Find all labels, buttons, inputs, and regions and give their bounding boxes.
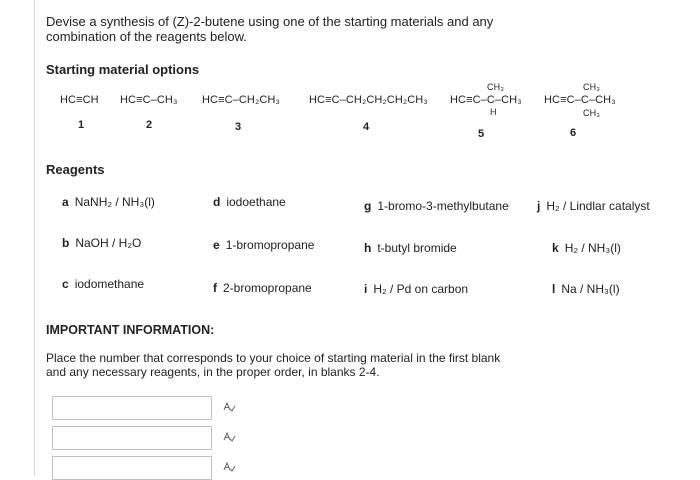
reagent-d <box>213 195 286 209</box>
starting-material-5-bottom-group: H <box>490 107 497 117</box>
starting-material-6: HC≡C–C–CH₃ <box>544 94 616 106</box>
reagent-e <box>213 238 314 252</box>
reagent-h-letter: h <box>364 241 372 255</box>
reagent-b <box>62 236 141 250</box>
reagent-k-letter: k <box>552 241 559 255</box>
reagent-d-text: iodoethane <box>226 195 286 209</box>
starting-material-6-number: 6 <box>570 127 577 139</box>
reagents-heading: Reagents <box>46 162 105 177</box>
reagent-i-text: H₂ / Pd on carbon <box>373 282 469 296</box>
answer-blank-2[interactable] <box>52 426 212 450</box>
starting-material-4: HC≡C–CH₂CH₂CH₂CH₃ <box>309 94 428 106</box>
reagent-c <box>62 277 144 291</box>
reagent-k-text: H₂ / NH₃(l) <box>564 241 621 255</box>
starting-material-1-number: 1 <box>78 119 85 131</box>
reagent-b-text: NaOH / H₂O <box>75 236 142 250</box>
reagent-d-letter: d <box>213 195 221 209</box>
starting-materials-heading: Starting material options <box>46 62 200 77</box>
reagent-j <box>537 199 650 213</box>
reagent-h-text: t-butyl bromide <box>377 241 457 255</box>
starting-material-2-number: 2 <box>146 119 153 131</box>
reagent-c-letter: c <box>62 277 69 291</box>
reagent-a-letter: a <box>62 195 69 209</box>
starting-material-5-top-group: CH₃ <box>487 82 504 92</box>
reagent-j-letter: j <box>537 199 541 213</box>
instructions-text: Place the number that corresponds to your choice of starting material in the first blank and any necessary reagents, in the proper order, in blanks 2-4. <box>46 351 501 379</box>
reagent-b-letter: b <box>62 236 70 250</box>
reagent-g-letter: g <box>364 199 372 213</box>
starting-material-4-number: 4 <box>363 121 370 133</box>
starting-material-6-top-group: CH₃ <box>583 82 600 92</box>
starting-material-3: HC≡C–CH₂CH₃ <box>202 94 280 106</box>
reagent-f-text: 2-bromopropane <box>223 281 312 295</box>
reagent-l-letter: l <box>552 282 556 296</box>
reagent-e-text: 1-bromopropane <box>225 238 315 252</box>
reagent-f <box>213 281 312 295</box>
spellcheck-icon[interactable] <box>222 430 236 444</box>
reagent-g <box>364 199 509 213</box>
starting-material-5-number: 5 <box>478 128 485 140</box>
reagent-a-text: NaNH₂ / NH₃(l) <box>74 195 155 209</box>
reagent-f-letter: f <box>213 281 217 295</box>
starting-material-3-number: 3 <box>235 121 242 133</box>
question-text: Devise a synthesis of (Z)-2-butene using one of the starting materials and any combination of the reagents below. <box>46 14 494 44</box>
reagent-k <box>552 241 621 255</box>
reagent-l-text: Na / NH₃(l) <box>561 282 620 296</box>
answer-blank-1[interactable] <box>52 396 212 420</box>
important-info-heading: IMPORTANT INFORMATION: <box>46 323 215 337</box>
reagent-l <box>552 282 620 296</box>
starting-material-5: HC≡C–C–CH₃ <box>450 94 522 106</box>
reagent-a <box>62 195 155 209</box>
reagent-c-text: iodomethane <box>74 277 145 291</box>
starting-material-2: HC≡C–CH₃ <box>120 94 178 106</box>
reagent-i-letter: i <box>364 282 368 296</box>
spellcheck-icon[interactable] <box>222 400 236 414</box>
reagent-h <box>364 241 457 255</box>
reagent-j-text: H₂ / Lindlar catalyst <box>546 199 650 213</box>
answer-blank-3[interactable] <box>52 456 212 480</box>
starting-material-1: HC≡CH <box>60 94 99 106</box>
spellcheck-icon[interactable] <box>222 460 236 474</box>
reagent-i <box>364 282 468 296</box>
starting-material-6-bottom-group: CH₃ <box>583 108 600 118</box>
reagent-g-text: 1-bromo-3-methylbutane <box>377 199 509 213</box>
reagent-e-letter: e <box>213 238 220 252</box>
